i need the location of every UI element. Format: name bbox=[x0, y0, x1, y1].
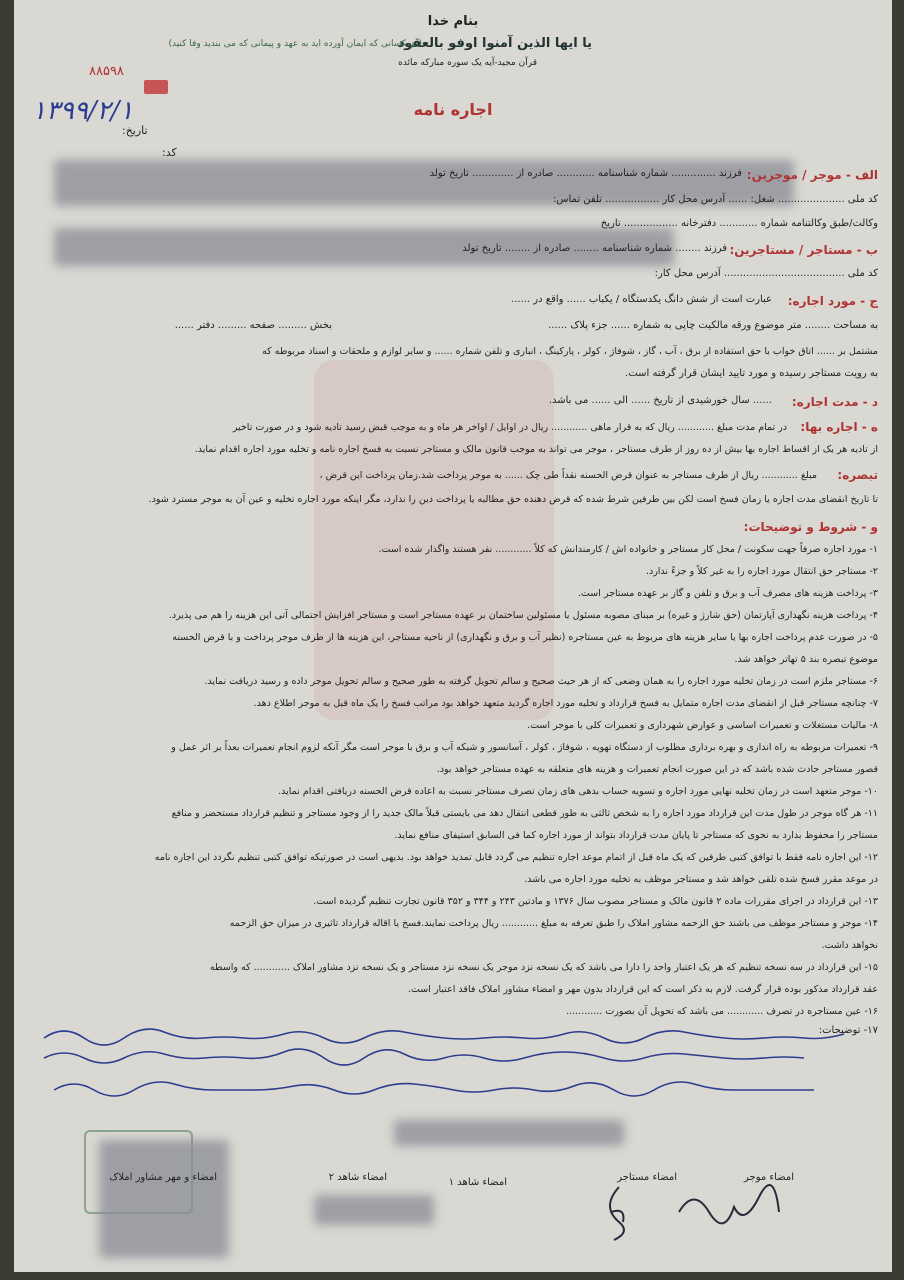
condition-line: ۱۳- این قرارداد در اجرای مقررات ماده ۲ قانون مالک و مستاجر مصوب سال ۱۳۷۶ و مادتین ۲۴۳ و ۳۴۴ و ۳۵۲ قانون تجارت تنظیم گردیده است. bbox=[313, 896, 878, 907]
section-c-line2: به مساحت ........ متر موضوع ورقه مالکیت چاپی به شماره ...... جزء پلاک ...... bbox=[548, 320, 878, 331]
verse: یا ایها الذین آمنوا اوفو بالعقود bbox=[397, 36, 592, 51]
condition-line: موضوع تبصره بند ۵ تهاتر خواهد شد. bbox=[734, 654, 878, 665]
tenant-sign-label: امضاء مستاجر bbox=[617, 1172, 677, 1183]
section-a-line2: کد ملی ..................... شغل: ...... آدرس محل کار ................. تلفن تماس: bbox=[552, 194, 878, 205]
condition-line: ۱۵- این قرارداد در سه نسخه تنظیم که هر یک اعتبار واحد را دارا می باشد که یک نسخه نزد موجر یک نسخه نزد مستاجر و یک نسخه نزد مشاور املاک ............ که واسطه bbox=[209, 962, 878, 973]
section-c-line1: عبارت است از شش دانگ یکدستگاه / یکباب ...... واقع در ...... bbox=[511, 294, 772, 305]
witness1-sign-label: امضاء شاهد ۱ bbox=[448, 1177, 507, 1188]
section-a-line1: فرزند .............. شماره شناسنامه ............ صادره از ............. تاریخ تولد bbox=[429, 168, 742, 179]
note-line1: مبلغ ............ ریال از طرف مستاجر به عنوان قرض الحسنه نقداً طی چک ...... به موجر پرداخت شد.زمان پرداخت این قرض ، bbox=[319, 470, 817, 481]
besmellah: بنام خدا bbox=[427, 14, 479, 29]
condition-line: ۳- پرداخت هزینه های مصرف آب و برق و تلفن و گاز بر عهده مستاجر است. bbox=[577, 588, 878, 599]
condition-line: ۸- مالیات مستغلات و تعمیرات اساسی و عوارض شهرداری و تعمیرات کلی با موجر است. bbox=[527, 720, 878, 731]
condition-line: ۵- در صورت عدم پرداخت اجاره بها یا سایر هزینه های مربوط به عین مستاجره (نظیر آب و برق و نگهداری) از ناحیه مستاجر، این هزینه ها از طرف موجر پرداخت و با قرض الحسنه bbox=[172, 632, 878, 643]
condition-line: ۱۱- هر گاه موجر در طول مدت این قرارداد مورد اجاره را به شخص ثالثی به طور قطعی انتقال دهد می بایستی قبلاً مالک جدید را از وجود مستاجر و تنظیم قرارداد مستحضر و منافع bbox=[171, 808, 878, 819]
date-label: تاریخ: bbox=[122, 124, 148, 137]
section-b-heading: ب - مستاجر / مستاجرین: bbox=[729, 243, 878, 257]
consultant-sign-label: امضاء و مهر مشاور املاک bbox=[109, 1172, 217, 1183]
section-c-line5: به رویت مستاجر رسیده و مورد تایید ایشان قرار گرفته است. bbox=[625, 368, 878, 379]
section-b-line1: فرزند ........ شماره شناسنامه ........ صادره از ........ تاریخ تولد bbox=[462, 243, 727, 254]
condition-line: ۶- مستاجر ملزم است در زمان تخلیه مورد اجاره را به همان وضعی که از هر حیث صحیح و سالم تحویل گرفته به طور صحیح و سالم تحویل موجر داده و رسید دریافت نماید. bbox=[204, 676, 878, 687]
section-d-heading: د - مدت اجاره: bbox=[791, 395, 878, 409]
witness2-sign-label: امضاء شاهد ۲ bbox=[328, 1172, 387, 1183]
landlord-sign-label: امضاء موجر bbox=[744, 1172, 794, 1183]
section-d-text: ...... سال خورشیدی از تاریخ ...... الی ...... می باشد. bbox=[548, 395, 772, 406]
condition-line: در موعد مقرر فسخ شده تلقی خواهد شد و مستاجر موظف به تخلیه مورد اجاره می باشد. bbox=[524, 874, 878, 885]
condition-line: ۲- مستاجر حق انتقال مورد اجاره را به غیر کلاً و جزءً ندارد. bbox=[645, 566, 878, 577]
section-a-heading: الف - موجر / موجرین: bbox=[746, 168, 878, 182]
section-c-line4: مشتمل بر ...... اتاق خواب با حق استفاده از برق ، آب ، گاز ، شوفاژ ، کولر ، پارکینگ ، انباری و تلفن شماره ...... و سایر لوازم و ملحقات و اسناد مربوطه که bbox=[262, 346, 878, 357]
redacted-witness-signature bbox=[314, 1195, 434, 1225]
condition-line: ۱۰- موجر متعهد است در زمان تخلیه نهایی مورد اجاره و تسویه حساب بدهی های زمان تصرف مستاجر نسبت به اعاده قرض الحسنه دریافتی اقدام نماید. bbox=[278, 786, 878, 797]
condition-line: ۴- پرداخت هزینه نگهداری آپارتمان (حق شارژ و غیره) بر مبنای مصوبه مسئول یا مسئولین ساختمان بر عهده مستاجر است و مستاجر افزایش احتمالی آتی این هزینه را هم می پذیرد. bbox=[168, 610, 878, 621]
section-a-line3: وکالت/طبق وکالتنامه شماره ............ دفترخانه ................. تاریخ bbox=[600, 218, 878, 229]
page-title: اجاره نامه bbox=[413, 100, 493, 119]
section-e-heading: ه - اجاره بها: bbox=[800, 420, 878, 434]
lease-document bbox=[14, 0, 892, 1272]
condition-line: قصور مستاجر حادث شده باشد که در این صورت انجام تعمیرات و هزینه های متعلقه به عهده مستاجر خواهد بود. bbox=[436, 764, 878, 775]
publisher-logo bbox=[144, 80, 168, 94]
condition-line: مستاجر را محفوظ بدارد به نحوی که مستاجر تا پایان مدت قرارداد بتواند از مورد اجاره کما فی السابق استیفای منافع نماید. bbox=[394, 830, 878, 841]
condition-line: ۱۶- عین مستاجره در تصرف ............ می باشد که تحویل آن بصورت ............ bbox=[566, 1006, 878, 1017]
serial-number: ۸۸۵۹۸ bbox=[89, 64, 124, 79]
condition-line: ۱- مورد اجاره صرفاً جهت سکونت / محل کار مستاجر و خانواده اش / کارمندانش که کلاً ............ نفر هستند واگذار شده است. bbox=[378, 544, 878, 555]
section-b-line2: کد ملی ...................................... آدرس محل کار: bbox=[654, 268, 878, 279]
condition-line: ۷- چنانچه مستاجر قبل از انقضای مدت اجاره متمایل به فسخ قرارداد و تخلیه مورد اجاره گردید متعهد خواهد بود مراتب فسخ را یک ماه قبل به موجر اطلاع دهد. bbox=[253, 698, 878, 709]
condition-line: ۱۲- این اجاره نامه فقط با توافق کتبی طرفین که یک ماه قبل از اتمام موعد اجاره تنظیم می گردد قابل تمدید خواهد بود. بدیهی است در صورتیکه توافق کتبی تنظیم نگردد این اجاره نامه bbox=[154, 852, 878, 863]
tenant-signature bbox=[589, 1182, 649, 1242]
watermark bbox=[314, 360, 554, 720]
redacted-consultant-stamp bbox=[99, 1140, 229, 1258]
section-e-line2: از تادیه هر یک از اقساط اجاره بها بیش از ده روز از طرف مستاجر ، موجر می تواند به موجب قانون مالک و مستاجر نسبت به فسخ اجاره نامه و تخلیه مورد اجاره اقدام نماید. bbox=[194, 444, 878, 455]
verse-source: قرآن مجید-آیه یک سوره مبارکه مائده bbox=[398, 58, 537, 68]
section-c-line3: بخش ......... صفحه ......... دفتر ...... bbox=[174, 320, 332, 331]
handwritten-explanation bbox=[34, 1010, 854, 1120]
note-heading: تبصره: bbox=[837, 468, 878, 482]
condition-line: ۱۴- موجر و مستاجر موظف می باشند حق الزحمه مشاور املاک را طبق تعرفه به مبلغ ............ ریال پرداخت نمایند.فسخ یا اقاله قرارداد تاثیری در میزان حق الزحمه bbox=[229, 918, 878, 929]
condition-line: نخواهد داشت. bbox=[821, 940, 878, 951]
condition-line: عقد قرارداد مذکور بوده قرار گرفت. لازم به ذکر است که این قرارداد بدون مهر و امضاء مشاور املاک فاقد اعتبار است. bbox=[407, 984, 878, 995]
section-c-heading: ج - مورد اجاره: bbox=[787, 294, 878, 308]
landlord-signature bbox=[674, 1182, 784, 1232]
condition-line: ۹- تعمیرات مربوطه به راه اندازی و بهره برداری مطلوب از دستگاه تهویه ، شوفاژ ، کولر ، آسانسور و شبکه آب و برق با موجر است مگر آنکه لزوم انجام تعمیرات بعداً بر اثر عمل و bbox=[171, 742, 878, 753]
verse-translation: (ای کسانی که ایمان آورده اید به عهد و پیمانی که می بندید وفا کنید) bbox=[168, 39, 422, 49]
redacted-registration bbox=[394, 1120, 624, 1146]
code-label: کد: bbox=[162, 146, 177, 159]
note-line2: تا تاریخ انقضای مدت اجاره یا زمان فسخ است لکن بین طرفین شرط شده که قرض دهنده حق مطالبه یا پرداخت دین را ندارد، مگر اینکه مورد اجاره تخلیه و عین آن به موجر مسترد شود. bbox=[148, 494, 878, 505]
conditions-heading: و - شروط و توضیحات: bbox=[743, 520, 878, 534]
item17-label: ۱۷- توضیحات: bbox=[818, 1025, 878, 1036]
section-e-line1: در تمام مدت مبلغ ............ ریال که به قرار ماهی ............ ریال در اوایل / اواخر هر ماه و به موجب قبض رسید تادیه شود و در صورت تاخیر bbox=[232, 422, 787, 433]
handwritten-date: ۱۳۹۹/۲/۱ bbox=[32, 96, 134, 126]
